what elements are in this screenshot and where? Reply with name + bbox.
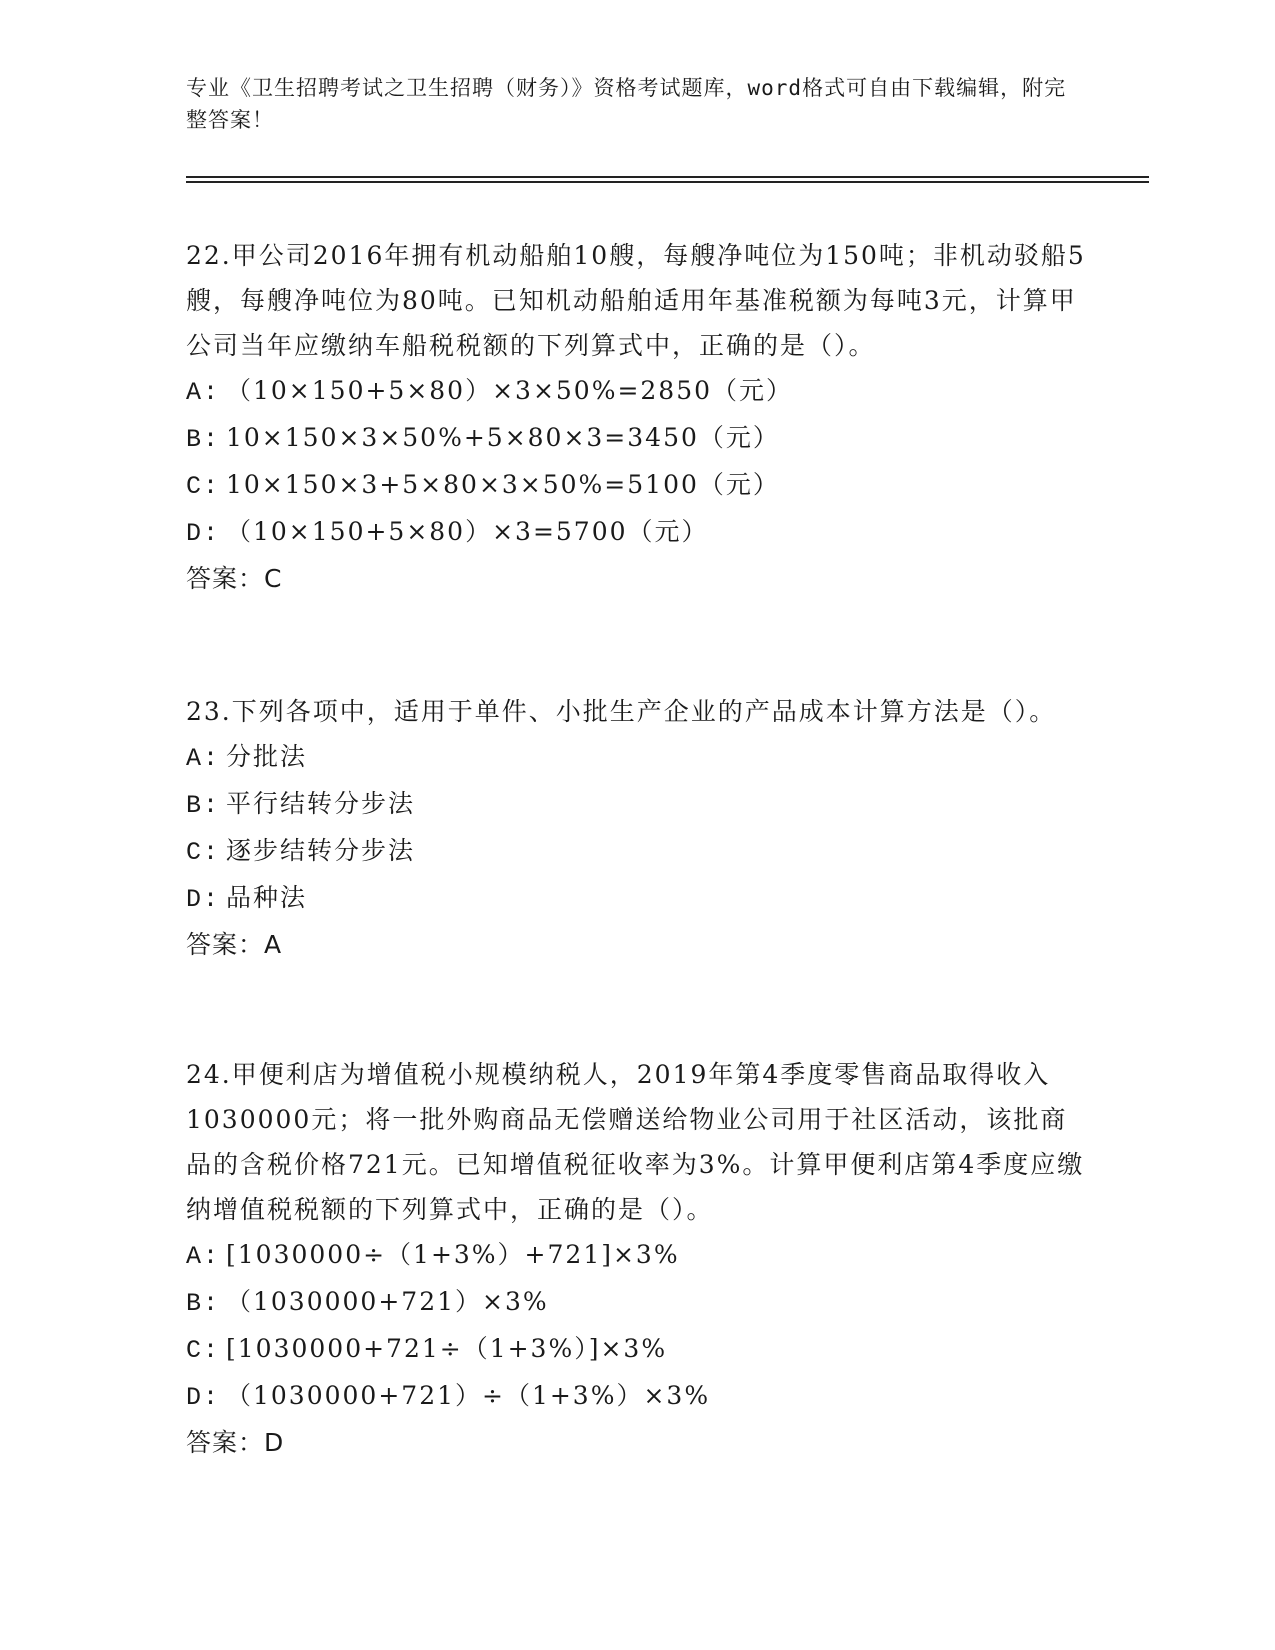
answer-line: 答案：C — [186, 564, 283, 593]
question-23 — [186, 689, 1086, 967]
option-text: （10×150+5×80）×3=5700（元） — [226, 517, 709, 546]
option-text: 10×150×3+5×80×3×50%=5100（元） — [226, 470, 780, 499]
option-text: 平行结转分步法 — [226, 789, 416, 818]
option-letter: B: — [186, 425, 221, 454]
option-letter: A: — [186, 378, 221, 407]
option-letter: A: — [186, 744, 221, 773]
option-d — [186, 509, 1086, 556]
option-letter: B: — [186, 791, 221, 820]
question-stem: 24.甲便利店为增值税小规模纳税人，2019年第4季度零售商品取得收入1030000元；将一批外购商品无偿赠送给物业公司用于社区活动，该批商品的含税价格721元。已知增值税征收率为3%。计算甲便利店第4季度应缴纳增值税税额的下列算式中，正确的是（）。 — [186, 1060, 1085, 1224]
question-24 — [186, 1052, 1086, 1465]
header-divider-top — [186, 176, 1149, 178]
option-b — [186, 415, 1086, 462]
option-text: [1030000+721÷（1+3%）]×3% — [226, 1334, 668, 1363]
option-text: [1030000÷（1+3%）+721]×3% — [226, 1240, 680, 1269]
option-a — [186, 368, 1086, 415]
question-stem: 22.甲公司2016年拥有机动船舶10艘，每艘净吨位为150吨；非机动驳船5艘，每艘净吨位为80吨。已知机动船舶适用年基准税额为每吨3元，计算甲公司当年应缴纳车船税税额的下列算式中，正确的是（）。 — [186, 241, 1086, 360]
option-text: 10×150×3×50%+5×80×3=3450（元） — [226, 423, 780, 452]
option-a — [186, 734, 1086, 781]
answer-line: 答案：A — [186, 930, 283, 959]
option-d — [186, 1373, 1086, 1420]
option-text: （10×150+5×80）×3×50%=2850（元） — [226, 376, 794, 405]
option-letter: C: — [186, 1336, 221, 1365]
option-letter: C: — [186, 472, 221, 501]
option-letter: D: — [186, 885, 221, 914]
option-letter: B: — [186, 1289, 221, 1318]
option-letter: D: — [186, 519, 221, 548]
option-c — [186, 462, 1086, 509]
answer-line: 答案：D — [186, 1428, 285, 1457]
option-c — [186, 828, 1086, 875]
header-intro: 专业《卫生招聘考试之卫生招聘（财务）》资格考试题库，word格式可自由下载编辑，附完整答案！ — [186, 76, 1067, 132]
option-text: 品种法 — [226, 883, 308, 912]
option-text: （1030000+721）÷（1+3%）×3% — [226, 1381, 711, 1410]
option-b — [186, 1279, 1086, 1326]
option-letter: A: — [186, 1242, 221, 1271]
header-divider-bottom — [186, 181, 1149, 183]
option-text: （1030000+721）×3% — [226, 1287, 549, 1316]
option-c — [186, 1326, 1086, 1373]
option-text: 逐步结转分步法 — [226, 836, 416, 865]
option-letter: C: — [186, 838, 221, 867]
option-text: 分批法 — [226, 742, 308, 771]
option-a — [186, 1232, 1086, 1279]
question-22 — [186, 233, 1086, 601]
option-letter: D: — [186, 1383, 221, 1412]
option-d — [186, 875, 1086, 922]
question-stem: 23.下列各项中，适用于单件、小批生产企业的产品成本计算方法是（）。 — [186, 697, 1057, 726]
option-b — [186, 781, 1086, 828]
